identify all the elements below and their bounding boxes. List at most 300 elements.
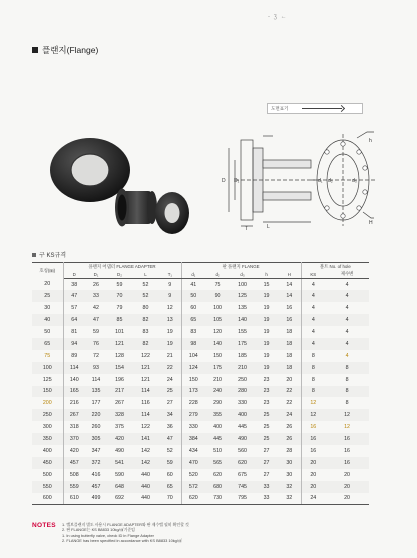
table-cell: 280 [230,386,255,398]
table-cell: 510 [213,447,222,454]
size-cell: 65 [32,338,63,350]
table-cell: 4 [301,290,325,302]
table-cell: 675 [238,471,247,478]
table-cell: 89 [71,352,78,359]
table-cell: 32 [278,493,301,505]
table-cell: 4 [325,290,369,302]
table-row [32,279,369,291]
table-cell: 508 [69,471,79,478]
legend-label: 도면표기 [271,105,289,111]
table-cell: 80 [142,305,149,312]
table-cell: 100 [213,305,222,312]
svg-text:H: H [369,220,373,226]
table-cell: 499 [85,493,107,505]
table-cell: 4 [345,352,349,359]
table-cell: 620 [181,493,205,505]
table-cell: 9 [159,290,181,302]
table-cell: 12 [344,424,351,431]
col-header: D₂ [107,271,132,279]
table-cell: 125 [230,290,255,302]
table-row [32,457,369,469]
table-cell: 83 [190,329,197,335]
table-cell: 154 [107,362,132,374]
table-cell: 457 [85,481,107,493]
size-cell: 75 [32,350,63,362]
table-cell: 34 [159,409,181,421]
table-cell: 420 [69,447,79,454]
table-cell: 16 [278,302,301,314]
size-cell: 40 [32,314,63,326]
size-cell: 125 [32,374,63,386]
table-cell: 72 [93,352,99,359]
table-cell: 16 [278,314,301,326]
table-cell: 47 [159,433,181,445]
header-adapter-group: 플랜지 어댑터 FLANGE ADAPTER [63,263,181,271]
table-cell: 22 [278,397,301,409]
size-cell: 550 [32,481,63,493]
size-cell: 500 [32,469,63,481]
table-cell: 520 [188,471,198,478]
col-header: KS [301,271,325,279]
table-row [32,409,369,421]
flange-technical-drawing [205,130,375,230]
table-cell: 375 [115,424,124,431]
table-cell: 12 [159,302,181,314]
table-cell: 85 [107,314,132,326]
notes-list [62,522,189,543]
table-row [32,445,369,457]
table-cell: 82 [132,314,159,326]
table-cell: 795 [230,493,255,505]
table-cell: 23 [263,400,270,407]
table-cell: 121 [141,376,150,383]
table-cell: 19 [263,329,270,335]
table-cell: 745 [230,481,255,493]
table-cell: 19 [255,362,278,374]
size-cell: 450 [32,457,63,469]
table-cell: 173 [181,386,205,398]
size-cell: 350 [32,433,63,445]
ks-bullet-icon [32,253,36,257]
table-cell: 19 [263,305,270,312]
table-cell: 135 [85,386,107,398]
table-cell: 445 [205,433,230,445]
table-cell: 19 [159,326,181,338]
table-cell: 347 [91,447,101,454]
header-flange-group: 판 플랜지 FLANGE [181,263,301,271]
table-cell: 28 [278,445,301,457]
table-cell: 12 [310,400,317,407]
table-cell: 27 [159,397,181,409]
size-cell: 200 [32,397,63,409]
table-cell: 267 [63,409,85,421]
table-cell: 4 [345,305,349,312]
table-cell: 114 [63,362,85,374]
table-cell: 384 [181,433,205,445]
table-cell: 620 [230,457,255,469]
table-cell: 420 [107,433,132,445]
table-cell: 9 [159,279,181,291]
table-cell: 104 [188,352,198,359]
table-cell: 175 [205,362,230,374]
table-cell: 124 [181,362,205,374]
table-cell: 81 [71,329,78,335]
table-cell: 26 [278,421,301,433]
table-cell: 52 [142,281,149,288]
table-cell: 27 [255,457,278,469]
table-cell: 19 [255,290,278,302]
note-item: 2. FLANGE has been specified in accordance with KS B8833 10kg/㎠ [62,537,182,543]
table-cell: 4 [325,314,369,326]
table-cell: 23 [263,376,270,383]
table-cell: 33 [255,481,278,493]
table-cell: 680 [205,481,230,493]
table-cell: 318 [69,424,79,431]
table-row [32,338,369,350]
table-cell: 150 [213,352,222,359]
table-cell: 33 [255,493,278,505]
table-cell: 155 [238,329,247,335]
table-cell: 328 [107,409,132,421]
size-cell: 300 [32,421,63,433]
col-header: D₁ [85,271,107,279]
size-cell: 250 [32,409,63,421]
table-cell: 25 [255,433,278,445]
table-cell: 620 [213,471,222,478]
table-cell: 730 [205,493,230,505]
table-cell: 8 [345,400,349,407]
table-cell: 22 [159,362,181,374]
size-cell: 400 [32,445,63,457]
table-row [32,326,369,338]
table-cell: 142 [132,457,159,469]
table-cell: 82 [132,338,159,350]
table-row [32,433,369,445]
table-cell: 60 [159,469,181,481]
table-cell: 4 [311,329,315,335]
table-cell: 18 [278,326,301,338]
title-bullet-icon [32,47,38,53]
table-cell: 59 [116,281,123,288]
table-cell: 330 [238,400,247,407]
table-cell: 50 [181,290,205,302]
table-cell: 64 [63,314,85,326]
table-cell: 400 [230,409,255,421]
table-cell: 4 [345,329,349,335]
size-cell: 50 [32,326,63,338]
ks-flange-spec-table [32,262,369,505]
table-row [32,386,369,398]
table-cell: 19 [159,338,181,350]
table-cell: 440 [132,481,159,493]
table-cell: 114 [132,409,159,421]
table-cell: 20 [325,493,369,505]
table-cell: 572 [181,481,205,493]
table-cell: 25 [159,386,181,398]
table-cell: 21 [159,350,181,362]
table-cell: 565 [205,457,230,469]
table-cell: 610 [63,493,85,505]
table-cell: 57 [71,305,78,312]
table-cell: 8 [345,376,349,383]
table-cell: 36 [159,421,181,433]
table-cell: 8 [301,386,325,398]
svg-text:h: h [369,138,372,144]
table-cell: 18 [278,350,301,362]
table-cell: 20 [278,374,301,386]
table-cell: 13 [159,314,181,326]
table-cell: 692 [107,493,132,505]
table-cell: 8 [301,362,325,374]
note-item: 2. 판 FLANGE는 KS B8833 10kg/㎠기준임 [62,527,135,533]
table-cell: 141 [132,433,159,445]
table-cell: 93 [85,362,107,374]
table-cell: 15 [263,281,270,288]
table-cell: 100 [238,281,247,288]
table-cell: 8 [311,376,315,383]
table-cell: 20 [310,471,317,478]
table-cell: 541 [107,457,132,469]
table-cell: 12 [301,409,325,421]
spec-table-body [32,279,369,505]
size-cell: 30 [32,302,63,314]
table-cell: 140 [230,314,255,326]
size-cell: 20 [32,279,63,291]
table-cell: 560 [238,447,247,454]
table-row [32,290,369,302]
table-cell: 648 [107,481,132,493]
table-cell: 47 [85,314,107,326]
table-cell: 8 [311,352,315,359]
table-cell: 416 [91,471,101,478]
table-cell: 8 [325,386,369,398]
table-row [32,421,369,433]
table-cell: 14 [278,290,301,302]
table-cell: 114 [132,386,159,398]
table-cell: 440 [132,493,159,505]
table-cell: 90 [205,290,230,302]
table-cell: 330 [188,424,198,431]
table-cell: 457 [63,457,85,469]
table-cell: 490 [115,447,124,454]
table-cell: 38 [71,281,78,288]
table-cell: 16 [325,433,369,445]
page-mark: - ʒ ← [268,14,288,20]
col-header: d₂ [205,271,230,279]
table-cell: 267 [115,400,124,407]
col-header: h [255,271,278,279]
note-item: 1. 밸브플랜지 별도 사용시 FLANGE ADAPTER와 판 제수밸 필히 확인할 것 [62,522,189,527]
table-cell: 23 [255,386,278,398]
table-cell: 228 [188,400,198,407]
table-cell: 70 [159,493,181,505]
table-cell: 240 [205,386,230,398]
table-cell: 490 [230,433,255,445]
table-cell: 47 [63,290,85,302]
table-cell: 140 [205,338,230,350]
col-header: 제수변 [325,271,369,279]
table-cell: 165 [63,386,85,398]
table-cell: 122 [141,424,150,431]
table-cell: 20 [325,481,369,493]
table-cell: 94 [63,338,85,350]
table-cell: 4 [311,305,315,312]
flange-photo [40,135,200,240]
table-cell: 440 [141,471,150,478]
table-cell: 19 [255,338,278,350]
table-cell: 121 [132,362,159,374]
table-cell: 105 [205,314,230,326]
table-cell: 24 [278,409,301,421]
table-row [32,314,369,326]
table-cell: 83 [142,329,149,335]
table-cell: 20 [344,471,351,478]
table-cell: 140 [69,376,79,383]
table-cell: 210 [230,362,255,374]
table-cell: 18 [278,338,301,350]
table-cell: 65 [181,314,205,326]
table-cell: 290 [213,400,222,407]
table-cell: 370 [63,433,85,445]
table-cell: 60 [190,305,197,312]
ks-section-heading [32,250,66,259]
col-header: d₃ [230,271,255,279]
table-cell: 19 [263,352,270,359]
table-cell: 18 [278,362,301,374]
table-cell: 12 [325,409,369,421]
table-cell: 26 [278,433,301,445]
table-row [32,374,369,386]
table-cell: 14 [278,279,301,291]
table-cell: 24 [301,493,325,505]
table-cell: 16 [325,457,369,469]
table-cell: 4 [311,281,315,288]
col-header: H [278,271,301,279]
size-cell: 100 [32,362,63,374]
table-row [32,469,369,481]
table-row [32,481,369,493]
table-cell: 16 [344,447,351,454]
table-row [32,362,369,374]
table-cell: 8 [325,362,369,374]
table-cell: 4 [301,338,325,350]
table-cell: 434 [188,447,198,454]
table-cell: 16 [310,447,317,454]
table-cell: 445 [238,424,247,431]
drawing-legend [267,103,363,114]
table-cell: 116 [141,400,150,407]
size-cell: 600 [32,493,63,505]
col-header: D [63,271,85,279]
svg-text:D₁: D₁ [234,178,240,184]
page-title: 플랜지(Flange) [42,45,99,55]
table-cell: 24 [159,374,181,386]
table-cell: 16 [310,424,317,431]
table-cell: 122 [141,352,150,359]
table-cell: 41 [190,281,197,288]
table-row [32,493,369,505]
svg-text:d₁: d₁ [318,178,323,184]
table-cell: 79 [116,305,123,312]
table-cell: 210 [213,376,222,383]
table-cell: 279 [181,409,205,421]
svg-text:d₃: d₃ [352,178,357,184]
legend-arrow-icon [302,108,342,109]
table-cell: 372 [85,457,107,469]
table-cell: 4 [301,314,325,326]
col-header: L [132,271,159,279]
table-cell: 305 [85,433,107,445]
table-cell: 185 [238,352,247,359]
table-row [32,397,369,409]
table-cell: 30 [278,469,301,481]
svg-text:D: D [222,178,226,184]
table-cell: 98 [181,338,205,350]
table-cell: 75 [214,281,221,288]
table-cell: 4 [345,281,349,288]
table-cell: 400 [213,424,222,431]
table-cell: 25 [263,424,270,431]
svg-text:L: L [267,224,270,230]
header-size: 호칭(㎜) [32,263,63,279]
table-cell: 20 [301,457,325,469]
table-cell: 16 [301,433,325,445]
table-cell: 120 [213,329,222,335]
table-cell: 470 [181,457,205,469]
table-cell: 59 [159,457,181,469]
table-cell: 121 [107,338,132,350]
table-cell: 30 [278,457,301,469]
size-cell: 150 [32,386,63,398]
table-cell: 355 [205,409,230,421]
table-cell: 65 [159,481,181,493]
table-cell: 216 [69,400,79,407]
section-title [32,44,98,56]
table-cell: 250 [238,376,247,383]
table-cell: 220 [85,409,107,421]
table-cell: 52 [159,445,181,457]
table-cell: 101 [115,329,124,335]
table-cell: 150 [188,376,198,383]
table-cell: 32 [278,481,301,493]
table-cell: 142 [141,447,150,454]
table-row [32,302,369,314]
col-header: d₁ [181,271,205,279]
table-cell: 260 [91,424,101,431]
size-cell: 25 [32,290,63,302]
notes-label: NOTES [32,522,56,529]
col-header: T₁ [159,271,181,279]
header-holes-group: 볼트 No. of hole [301,263,369,271]
table-cell: 177 [91,400,101,407]
table-cell: 26 [93,281,99,288]
table-cell: 25 [255,409,278,421]
table-cell: 114 [91,376,101,383]
table-cell: 27 [263,471,270,478]
table-cell: 33 [85,290,107,302]
table-cell: 135 [238,305,247,312]
table-cell: 4 [325,338,369,350]
table-cell: 559 [63,481,85,493]
table-cell: 70 [107,290,132,302]
table-cell: 128 [115,352,124,359]
svg-text:T: T [245,226,249,230]
table-cell: 175 [230,338,255,350]
table-cell: 20 [301,481,325,493]
note-item: 1. In using butterfly valve, check ID in Flange Adapter [62,532,154,538]
table-row [32,350,369,362]
table-cell: 52 [132,290,159,302]
